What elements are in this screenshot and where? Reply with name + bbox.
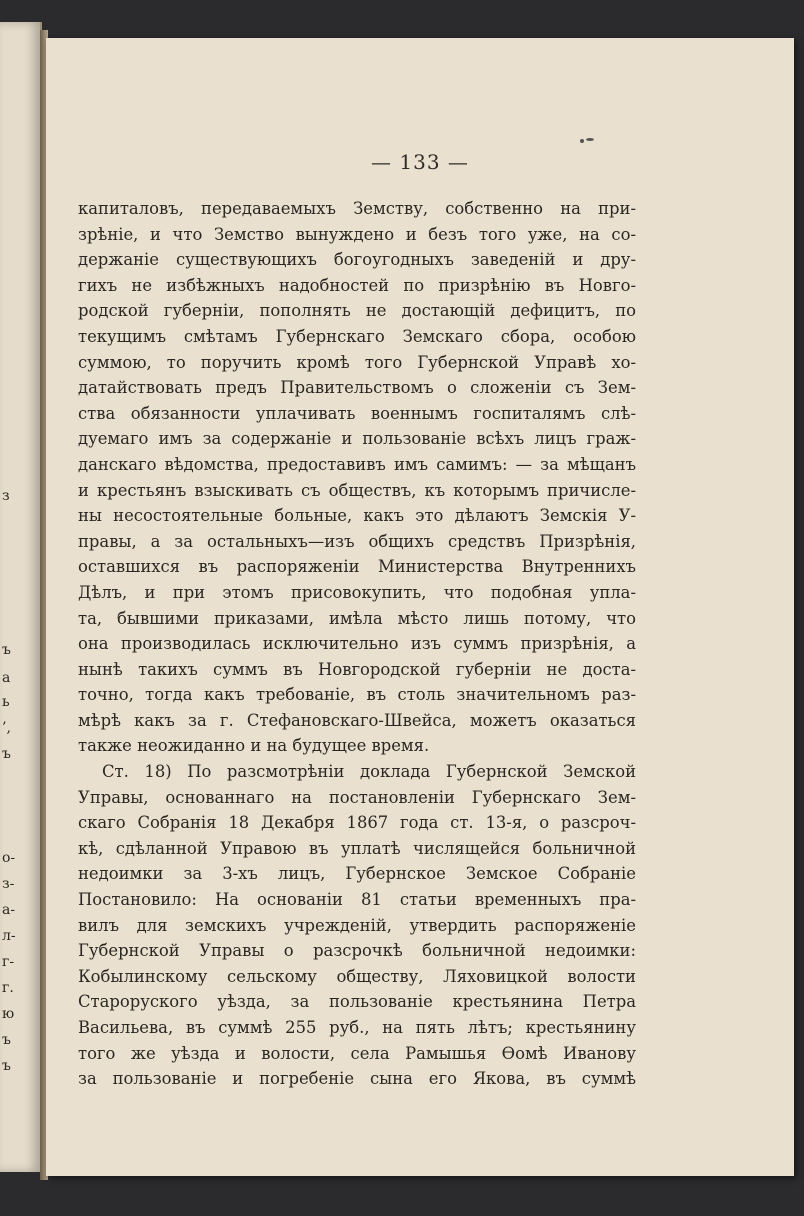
page-number: — 133 — <box>371 150 469 174</box>
body-text <box>78 196 636 1092</box>
text-line: Губернской Управы о разсрочкѣ больничной недоимки: <box>78 941 636 961</box>
margin-fragment: ъ <box>2 746 11 762</box>
book-page <box>46 38 794 1176</box>
text-line: та, бывшими приказами, имѣла мѣсто лишь потому, что <box>78 608 636 628</box>
text-line: также неожиданно и на будущее время. <box>78 736 430 756</box>
margin-fragment: з- <box>2 876 15 892</box>
text-line: капиталовъ, передаваемыхъ Земству, собственно на при- <box>78 199 636 218</box>
margin-fragment: ъ <box>2 1058 11 1074</box>
text-line: нынѣ такихъ суммъ въ Новгородской губерніи не доста- <box>78 659 636 679</box>
text-line: она производилась исключительно изъ суммъ призрѣнія, а <box>78 634 636 654</box>
text-line: текущимъ смѣтамъ Губернскаго Земскаго сбора, особою <box>78 326 636 346</box>
margin-fragment: ю <box>2 1006 15 1022</box>
paragraph-1 <box>78 196 636 759</box>
margin-fragment: а- <box>2 902 16 918</box>
text-line: датайствовать предъ Правительствомъ о сложеніи съ Зем- <box>78 378 636 398</box>
text-line: оставшихся въ распоряженіи Министерства Внутреннихъ <box>78 557 636 577</box>
text-line: гихъ не избѣжныхъ надобностей по призрѣнію въ Новго- <box>78 275 636 295</box>
text-line: дуемаго имъ за содержаніе и пользованіе всѣхъ лицъ граж- <box>78 429 636 449</box>
text-line: правы, а за остальныхъ—изъ общихъ средствъ Призрѣнія, <box>78 531 636 551</box>
text-line: недоимки за 3-хъ лицъ, Губернское Земское Собраніе <box>78 864 636 884</box>
paragraph-2 <box>78 759 636 1092</box>
margin-fragment: ъ <box>2 1032 11 1048</box>
text-line: Васильева, въ суммѣ 255 руб., на пять лѣтъ; крестьянину <box>78 1018 636 1037</box>
text-line: ства обязанности уплачивать военнымъ госпиталямъ слѣ- <box>78 403 636 423</box>
text-line: кѣ, сдѣланной Управою въ уплатѣ числящейся больничной <box>78 838 636 858</box>
text-line: мѣрѣ какъ за г. Стефановскаго-Швейса, можетъ оказаться <box>78 710 636 730</box>
text-line: точно, тогда какъ требованіе, въ столь значительномъ раз- <box>78 685 636 705</box>
text-line: вилъ для земскихъ учрежденій, утвердить распоряженіе <box>78 915 636 935</box>
margin-fragment: г- <box>2 954 15 970</box>
text-line: ны несостоятельные больные, какъ это дѣлаютъ Земскія У- <box>78 506 636 526</box>
margin-fragment: ’, <box>2 720 11 736</box>
text-line: держаніе существующихъ богоугодныхъ заведеній и дру- <box>78 250 636 270</box>
text-line: и крестьянъ взыскивать съ обществъ, къ которымъ причисле- <box>78 480 636 500</box>
text-line: Ст. 18) По разсмотрѣніи доклада Губернской Земской <box>102 762 636 782</box>
margin-fragment: л- <box>2 928 16 944</box>
margin-fragment: ъ <box>2 642 11 658</box>
text-line: за пользованіе и погребеніе сына его Якова, въ суммѣ <box>78 1069 636 1089</box>
text-line: зрѣніе, и что Земство вынуждено и безъ того уже, на со- <box>78 224 636 244</box>
text-line: Кобылинскому сельскому обществу, Ляховицкой волости <box>78 966 636 986</box>
text-line: скаго Собранія 18 Декабря 1867 года ст. 13-я, о разсроч- <box>78 813 636 833</box>
margin-fragment: а <box>2 670 11 686</box>
text-line: Староруского уѣзда, за пользованіе крестьянина Петра <box>78 992 636 1012</box>
margin-fragment: г. <box>2 980 14 996</box>
text-line: того же уѣзда и волости, села Рамышья Ѳомѣ Иванову <box>78 1043 636 1063</box>
text-line: Управы, основаннаго на постановленіи Губернскаго Зем- <box>78 787 636 807</box>
ink-mark <box>580 138 596 144</box>
margin-fragment: ь <box>2 694 10 710</box>
margin-fragment: о- <box>2 850 16 866</box>
previous-page-edge <box>0 22 42 1172</box>
text-line: родской губерніи, пополнять не достающій дефицитъ, по <box>78 301 636 321</box>
text-line: Дѣлъ, и при этомъ присовокупить, что подобная упла- <box>78 582 636 602</box>
text-line: данскаго вѣдомства, предоставивъ имъ самимъ: — за мѣщанъ <box>78 454 636 474</box>
text-line: суммою, то поручить кромѣ того Губернской Управѣ хо- <box>78 352 636 372</box>
text-line: Постановило: На основаніи 81 статьи временныхъ пра- <box>78 890 636 910</box>
margin-fragment: з <box>2 488 10 504</box>
